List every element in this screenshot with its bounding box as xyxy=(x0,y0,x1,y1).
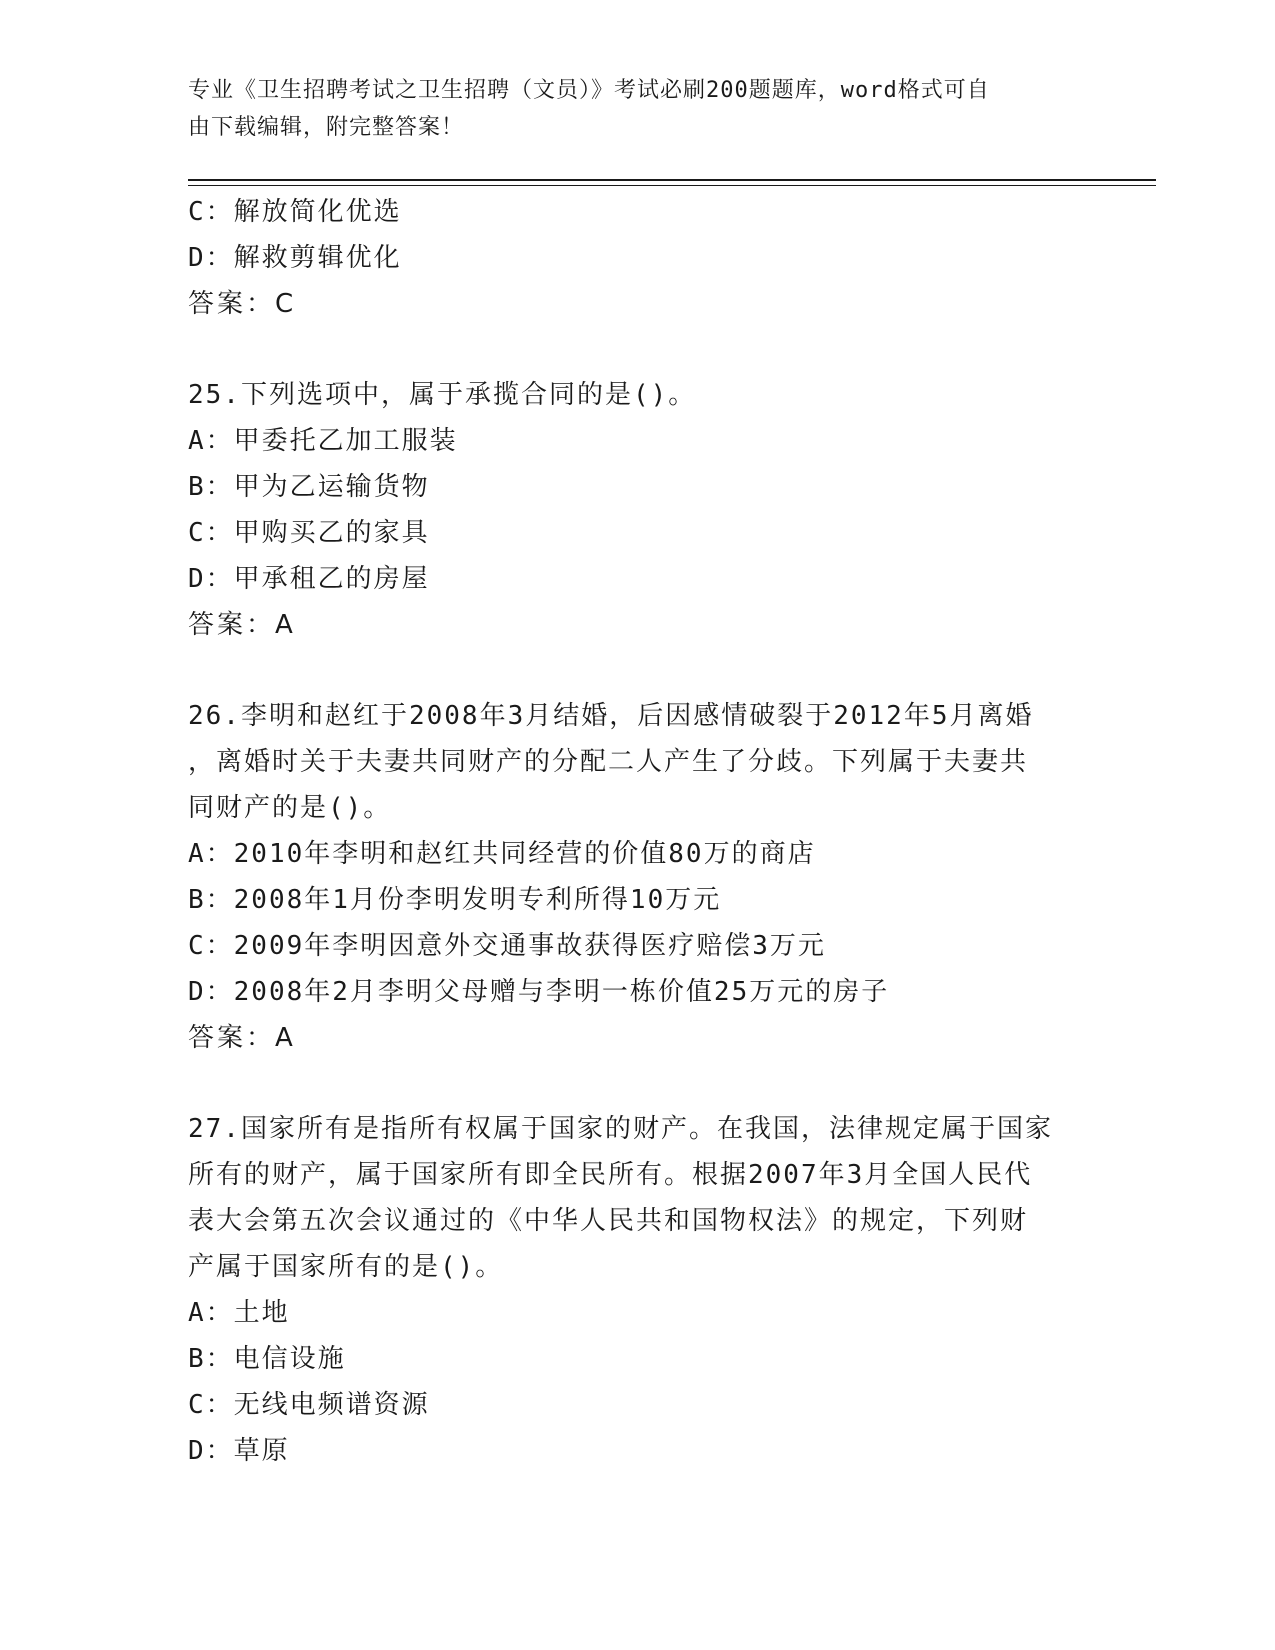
question-stem: 产属于国家所有的是()。 xyxy=(188,1252,504,1282)
option-d: D：解救剪辑优化 xyxy=(188,243,402,273)
page-header xyxy=(188,72,1088,146)
answer-line: 答案：C xyxy=(188,289,297,319)
option-d: D：草原 xyxy=(188,1436,290,1466)
question-stem: 表大会第五次会议通过的《中华人民共和国物权法》的规定，下列财 xyxy=(188,1206,1029,1236)
answer-line: 答案：A xyxy=(188,610,296,640)
header-line-1: 专业《卫生招聘考试之卫生招聘（文员）》考试必刷200题题库，word格式可自 xyxy=(188,78,990,103)
question-stem: ，离婚时关于夫妻共同财产的分配二人产生了分歧。下列属于夫妻共 xyxy=(188,747,1029,777)
option-c: C：甲购买乙的家具 xyxy=(188,518,430,548)
question-stem: 所有的财产，属于国家所有即全民所有。根据2007年3月全国人民代 xyxy=(188,1160,1033,1190)
option-c: C：解放简化优选 xyxy=(188,197,402,227)
question-stem: 27.国家所有是指所有权属于国家的财产。在我国，法律规定属于国家 xyxy=(188,1114,1053,1144)
question-fragment-24 xyxy=(188,189,1088,327)
question-stem: 25.下列选项中，属于承揽合同的是()。 xyxy=(188,380,697,410)
header-divider xyxy=(188,179,1156,186)
answer-line: 答案：A xyxy=(188,1023,296,1053)
option-a: A：2010年李明和赵红共同经营的价值80万的商店 xyxy=(188,839,816,869)
option-c: C：2009年李明因意外交通事故获得医疗赔偿3万元 xyxy=(188,931,826,961)
question-25 xyxy=(188,372,1088,648)
question-27 xyxy=(188,1106,1088,1474)
option-a: A：土地 xyxy=(188,1298,290,1328)
document-body xyxy=(188,189,1088,1474)
option-d: D：2008年2月李明父母赠与李明一栋价值25万元的房子 xyxy=(188,977,890,1007)
spacer xyxy=(188,648,1088,693)
spacer xyxy=(188,1061,1088,1106)
question-stem: 26.李明和赵红于2008年3月结婚，后因感情破裂于2012年5月离婚 xyxy=(188,701,1034,731)
option-b: B：甲为乙运输货物 xyxy=(188,472,430,502)
option-d: D：甲承租乙的房屋 xyxy=(188,564,430,594)
spacer xyxy=(188,327,1088,372)
question-stem: 同财产的是()。 xyxy=(188,793,392,823)
option-c: C：无线电频谱资源 xyxy=(188,1390,430,1420)
option-a: A：甲委托乙加工服装 xyxy=(188,426,458,456)
question-26 xyxy=(188,693,1088,1061)
header-line-2: 由下载编辑，附完整答案！ xyxy=(188,115,465,140)
option-b: B：电信设施 xyxy=(188,1344,346,1374)
option-b: B：2008年1月份李明发明专利所得10万元 xyxy=(188,885,722,915)
